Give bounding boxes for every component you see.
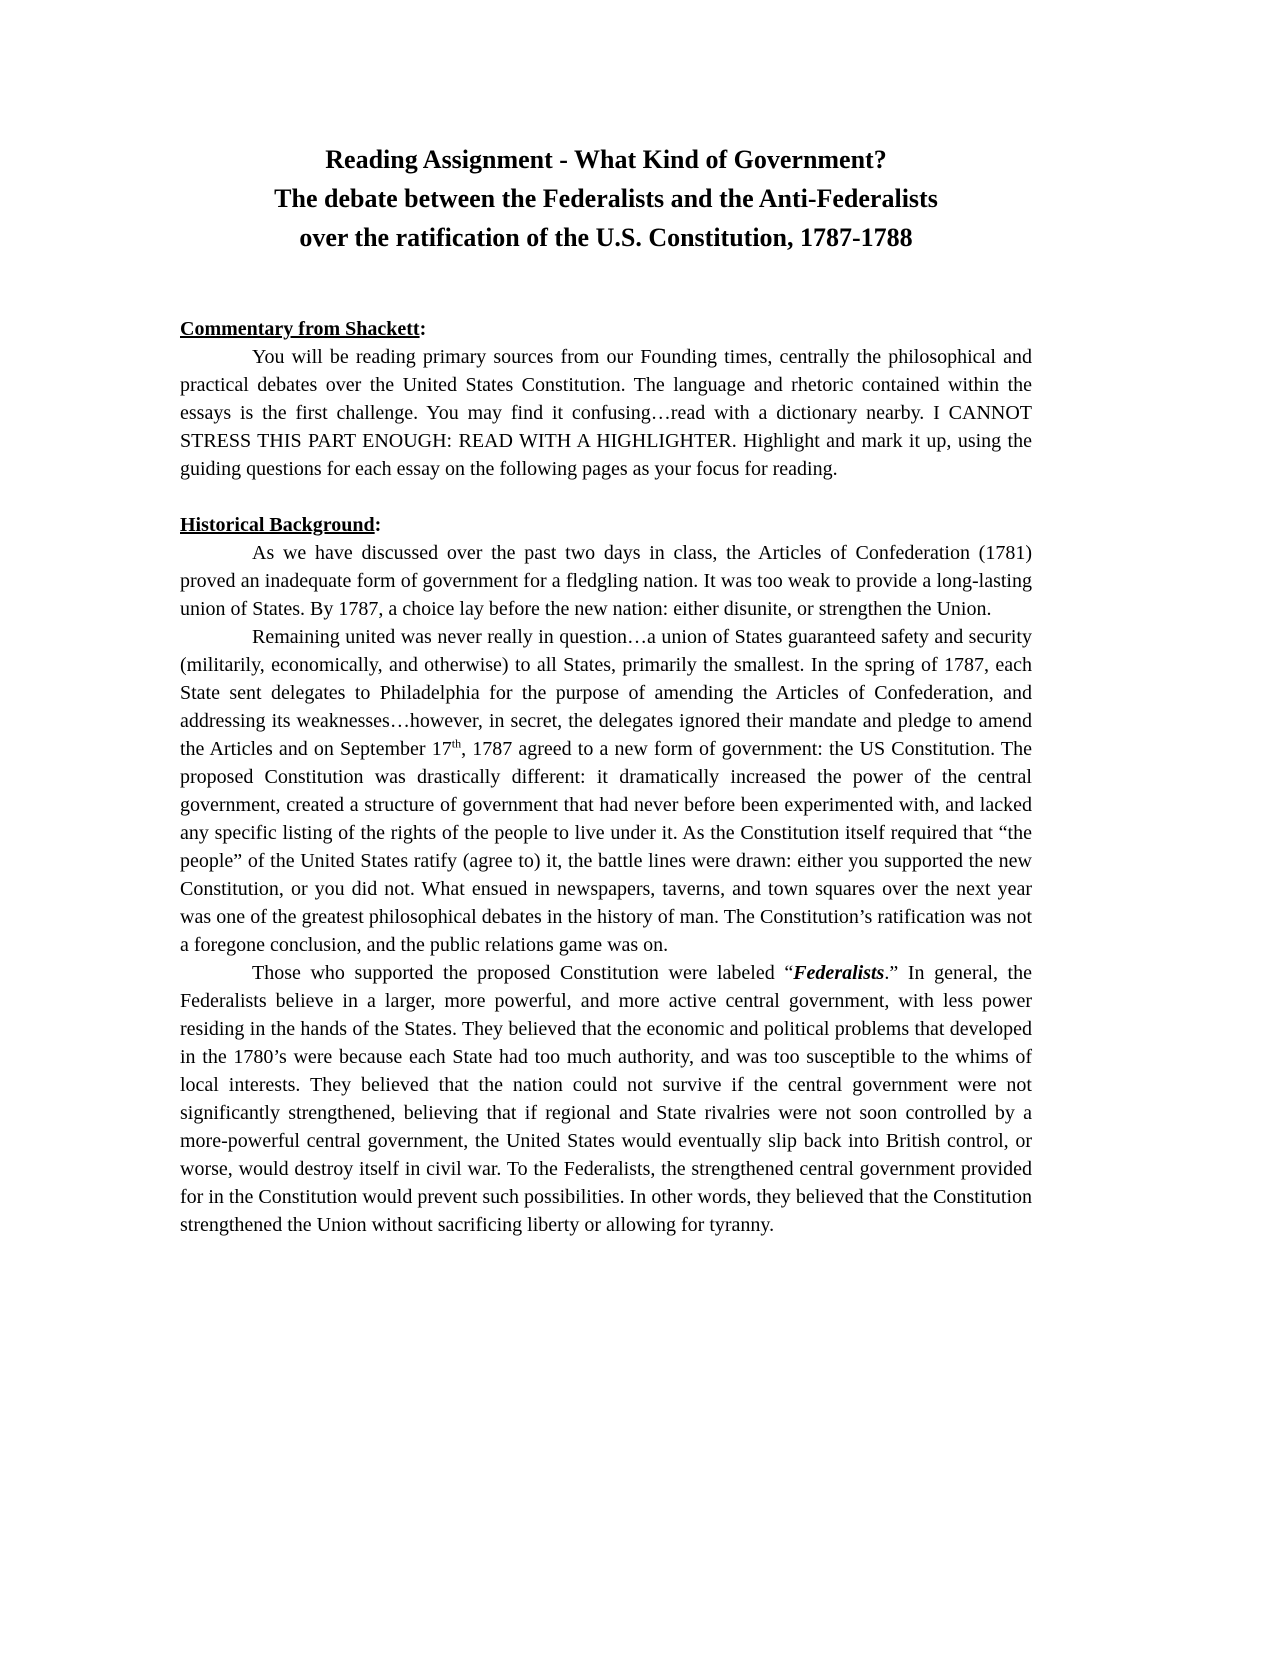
text-segment: Remaining united was never really in question…a union of States guaranteed safety and security (militarily, economically, and otherwise) to all States, primarily the smallest. In the spring of 1787, each State sent delegates to Philadelphia for the purpose of amending the Articles of Confederation, and addressing its weaknesses…however, in secret, the delegates ignored their mandate and pledge to amend the Articles and on September 17: [180, 626, 1032, 760]
text-segment: You will be reading primary sources from our Founding times, centrally the philosophical and practical debates over the United States Constitution. The language and rhetoric contained within the essays is the first challenge. You may find it confusing…read with a dictionary nearby. I CANNOT STRESS THIS PART ENOUGH: READ WITH A HIGHLIGHTER. Highlight and mark it up, using the guiding questions for each essay on the following pages as your focus for reading.: [180, 346, 1032, 480]
text-segment: , 1787 agreed to a new form of government: the US Constitution. The proposed Constitution was drastically different: it dramatically increased the power of the central government, created a structure of government that had never before been experimented with, and lacked any specific listing of the rights of the people to live under it. As the Constitution itself required that “the people” of the United States ratify (agree to) it, the battle lines were drawn: either you supported the new Constitution, or you did not. What ensued in newspapers, taverns, and town squares over the next year was one of the greatest philosophical debates in the history of man. The Constitution’s ratification was not a foregone conclusion, and the public relations game was on.: [180, 738, 1033, 956]
paragraph: [180, 623, 1032, 959]
title-line-3: over the ratification of the U.S. Constitution, 1787-1788: [299, 223, 913, 252]
text-segment: Those who supported the proposed Constitution were labeled “: [252, 962, 794, 984]
section-heading-line: [180, 315, 1032, 343]
text-segment-bold-italic: Federalists: [793, 962, 885, 984]
section-1: [180, 315, 1032, 483]
section-heading-suffix: :: [374, 514, 382, 536]
paragraph: [180, 959, 1032, 1239]
title-line-2: The debate between the Federalists and the Anti-Federalists: [274, 184, 938, 213]
title-line-1: Reading Assignment - What Kind of Government?: [325, 145, 887, 174]
section-heading-suffix: :: [419, 318, 427, 340]
paragraph: [180, 343, 1032, 483]
text-segment: As we have discussed over the past two days in class, the Articles of Confederation (1781) proved an inadequate form of government for a fledgling nation. It was too weak to provide a long-lasting union of States. By 1787, a choice lay before the new nation: either disunite, or strengthen the Union.: [180, 542, 1032, 620]
section-heading-line: [180, 511, 1032, 539]
paragraph: [180, 539, 1032, 623]
document-body: [180, 315, 1032, 1239]
text-segment: .” In general, the Federalists believe in a larger, more powerful, and more active central government, with less power residing in the hands of the States. They believed that the economic and political problems that developed in the 1780’s were because each State had too much authority, and was too susceptible to the whims of local interests. They believed that the nation could not survive if the central government were not significantly strengthened, believing that if regional and State rivalries were not soon controlled by a more-powerful central government, the United States would eventually slip back into British control, or worse, would destroy itself in civil war. To the Federalists, the strengthened central government provided for in the Constitution would prevent such possibilities. In other words, they believed that the Constitution strengthened the Union without sacrificing liberty or allowing for tyranny.: [180, 962, 1032, 1236]
document-title: [180, 140, 1032, 257]
text-segment-superscript: th: [451, 736, 462, 751]
section-heading: Commentary from Shackett: [180, 318, 420, 340]
section-heading: Historical Background: [180, 514, 375, 536]
section-2: [180, 511, 1032, 1239]
